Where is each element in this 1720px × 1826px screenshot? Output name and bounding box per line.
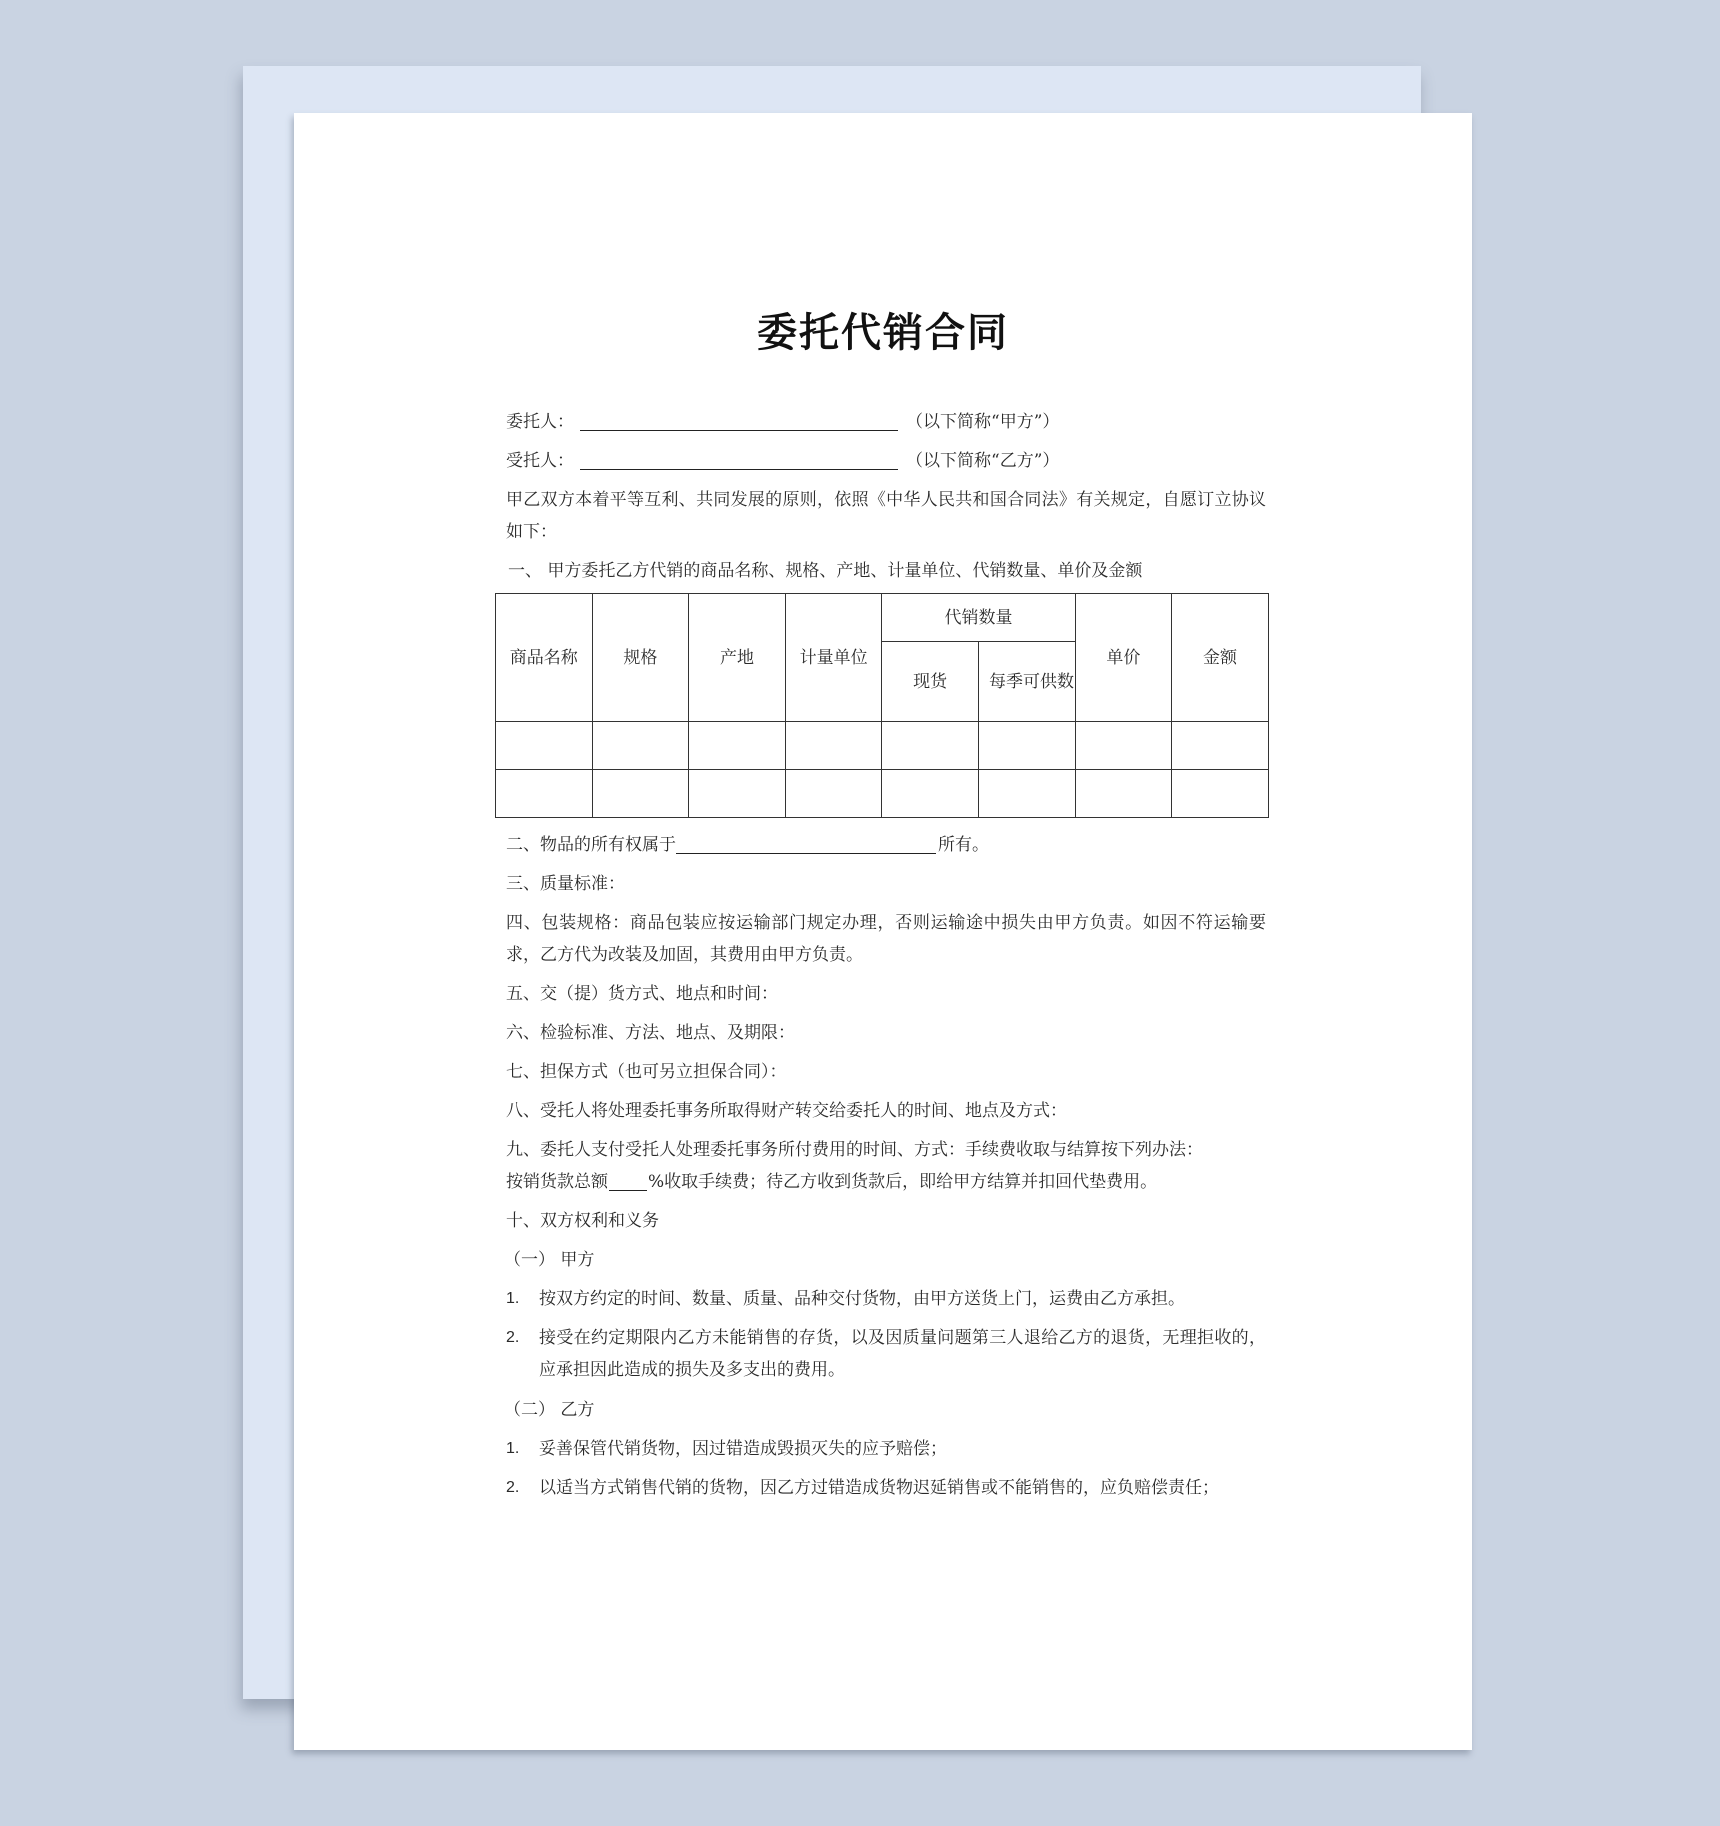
party-a-label: 委托人： [506,412,574,432]
section-2-suffix: 所有。 [938,835,989,855]
header-amount: 金额 [1172,594,1269,722]
table-cell[interactable] [1172,770,1269,818]
section-2-prefix: 二、物品的所有权属于 [506,835,676,855]
table-cell[interactable] [882,722,979,770]
table-cell[interactable] [592,770,689,818]
table-cell[interactable] [882,770,979,818]
list-text: 接受在约定期限内乙方未能销售的存货，以及因质量问题第三人退给乙方的退货，无理拒收的，应承担因此造成的损失及多支出的费用。 [539,1328,1266,1380]
list-number: 2. [506,1479,520,1496]
table-cell[interactable] [496,722,593,770]
table-row [496,770,1269,818]
table-cell[interactable] [1075,722,1172,770]
table-cell[interactable] [689,722,786,770]
party-a-name-blank[interactable] [580,410,898,431]
header-product-name: 商品名称 [496,594,593,722]
section-3-quality: 三、质量标准： [506,874,625,894]
section-4-packaging: 四、包装规格：商品包装应按运输部门规定办理，否则运输途中损失由甲方负责。如因不符运输要求，乙方代为改装及加固，其费用由甲方负责。 [506,913,1266,965]
table-cell[interactable] [978,770,1075,818]
list-text: 妥善保管代销货物，因过错造成毁损灭失的应予赔偿； [539,1439,947,1459]
party-a-row [506,406,1059,438]
header-spot-goods: 现货 [882,642,979,722]
section-8-transfer: 八、受托人将处理委托事务所取得财产转交给委托人的时间、地点及方式： [506,1101,1067,1121]
section-9-line-2 [506,1166,1157,1198]
document-page [294,113,1472,1750]
list-number: 1. [506,1440,520,1457]
list-number: 2. [506,1329,520,1346]
document-title: 委托代销合同 [757,309,1009,356]
table-cell[interactable] [592,722,689,770]
section-9-suffix: %收取手续费；待乙方收到货款后，即给甲方结算并扣回代垫费用。 [648,1172,1158,1192]
table-cell[interactable] [689,770,786,818]
party-b-heading: （二） 乙方 [504,1400,595,1420]
party-b-name-blank[interactable] [580,449,898,470]
table-cell[interactable] [785,770,882,818]
table-cell[interactable] [1172,722,1269,770]
party-b-note: （以下简称“乙方”） [906,451,1060,471]
table-cell[interactable] [785,722,882,770]
section-1-heading: 一、 甲方委托乙方代销的商品名称、规格、产地、计量单位、代销数量、单价及金额 [508,561,1143,581]
header-origin: 产地 [689,594,786,722]
list-text: 按双方约定的时间、数量、质量、品种交付货物，由甲方送货上门，运费由乙方承担。 [539,1289,1185,1309]
header-unit-price: 单价 [1075,594,1172,722]
table-row [496,722,1269,770]
section-5-delivery: 五、交（提）货方式、地点和时间： [506,984,778,1004]
section-9-line-1: 九、委托人支付受托人处理委托事务所付费用的时间、方式：手续费收取与结算按下列办法： [506,1140,1203,1160]
party-a-item-2 [506,1322,1266,1386]
header-consign-qty: 代销数量 [882,594,1075,642]
section-2-ownership [506,829,989,861]
owner-blank[interactable] [676,833,936,854]
section-10-rights: 十、双方权利和义务 [506,1211,659,1231]
party-b-item-2 [506,1472,1266,1504]
section-7-guarantee: 七、担保方式（也可另立担保合同）： [506,1062,787,1082]
party-a-note: （以下简称“甲方”） [906,412,1060,432]
header-unit: 计量单位 [785,594,882,722]
section-9-prefix: 按销货款总额 [506,1172,608,1192]
header-spec: 规格 [592,594,689,722]
header-seasonal-supply: 每季可供数 [978,642,1075,722]
section-6-inspection: 六、检验标准、方法、地点、及期限： [506,1023,795,1043]
table-cell[interactable] [1075,770,1172,818]
goods-table [495,593,1269,818]
table-cell[interactable] [496,770,593,818]
table-cell[interactable] [978,722,1075,770]
party-b-item-1 [506,1433,1266,1465]
party-b-row [506,445,1059,477]
fee-percent-blank[interactable] [609,1170,647,1191]
party-a-item-1 [506,1283,1266,1315]
list-text: 以适当方式销售代销的货物，因乙方过错造成货物迟延销售或不能销售的，应负赔偿责任； [539,1478,1219,1498]
preamble-paragraph: 甲乙双方本着平等互利、共同发展的原则，依照《中华人民共和国合同法》有关规定，自愿订立协议如下： [506,490,1266,542]
list-number: 1. [506,1290,520,1307]
party-b-label: 受托人： [506,451,574,471]
party-a-heading: （一） 甲方 [504,1250,595,1270]
